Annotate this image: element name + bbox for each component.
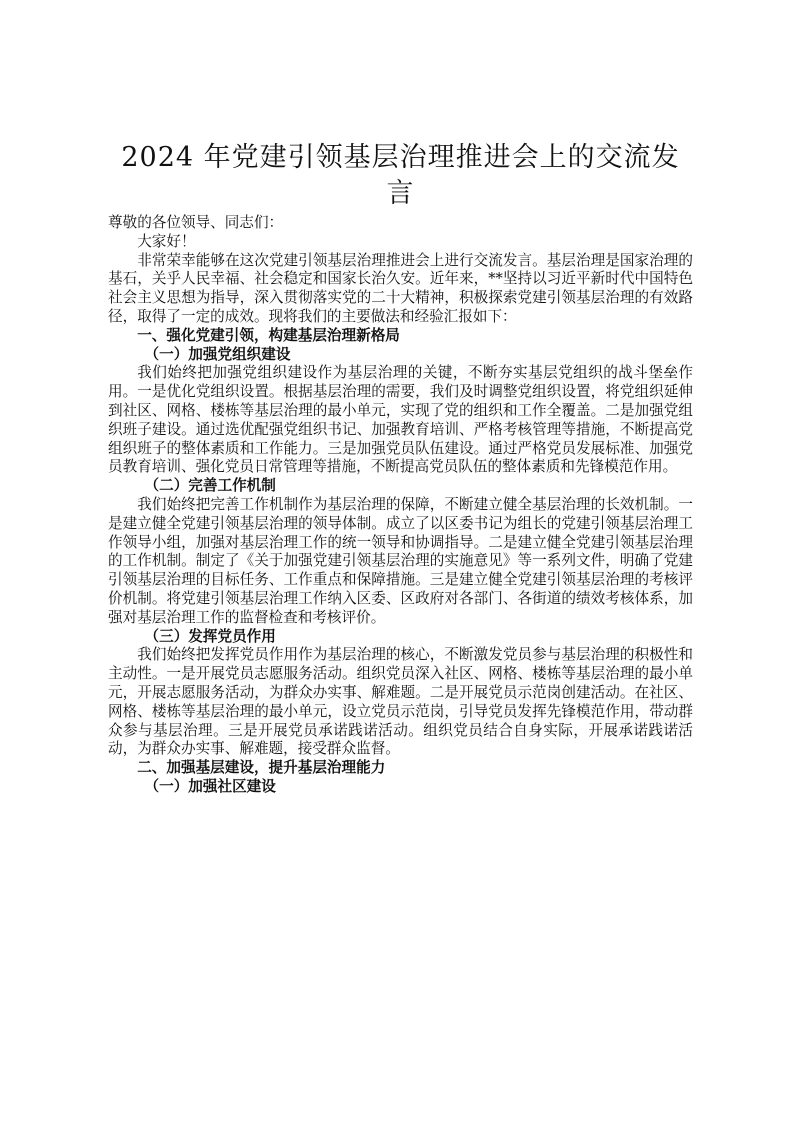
subsection-heading-1-3: （三）发挥党员作用 [144,627,276,645]
subsection-heading-1-1: （一）加强党组织建设 [144,345,291,363]
subsection-paragraph-1-1: 我们始终把加强党组织建设作为基层治理的关键，不断夯实基层党组织的战斗堡垒作用。一是优化党组织设置。根据基层治理的需要，我们及时调整党组织设置，将党组织延伸到社区、网格、楼栋等基层治理的最小单元，实现了党的组织和工作全覆盖。二是加强党组织班子建设。通过选优配强党组织书记、加强教育培训、严格考核管理等措施，不断提高党组织班子的整体素质和工作能力。三是加强党员队伍建设。通过严格党员发展标准、加强党员教育培训、强化党员日常管理等措施，不断提高党员队伍的整体素质和先锋模范作用。 [108,364,693,476]
subsection-heading-1-2: （二）完善工作机制 [144,477,276,495]
intro-paragraph: 非常荣幸能够在这次党建引领基层治理推进会上进行交流发言。基层治理是国家治理的基石，关乎人民幸福、社会稳定和国家长治久安。近年来，**坚持以习近平新时代中国特色社会主义思想为指导，深入贯彻落实党的二十大精神，积极探索党建引领基层治理的有效路径，取得了一定的成效。现将我们的主要做法和经验汇报如下： [108,251,693,325]
subsection-paragraph-1-2: 我们始终把完善工作机制作为基层治理的保障，不断建立健全基层治理的长效机制。一是建立健全党建引领基层治理的领导体制。成立了以区委书记为组长的党建引领基层治理工作领导小组，加强对基层治理工作的统一领导和协调指导。二是建立健全党建引领基层治理的工作机制。制定了《关于加强党建引领基层治理的实施意见》等一系列文件，明确了党建引领基层治理的目标任务、工作重点和保障措施。三是建立健全党建引领基层治理的考核评价机制。将党建引领基层治理工作纳入区委、区政府对各部门、各街道的绩效考核体系，加强对基层治理工作的监督检查和考核评价。 [108,495,693,626]
subsection-paragraph-1-3: 我们始终把发挥党员作用作为基层治理的核心，不断激发党员参与基层治理的积极性和主动性。一是开展党员志愿服务活动。组织党员深入社区、网格、楼栋等基层治理的最小单元，开展志愿服务活动，为群众办实事、解难题。二是开展党员示范岗创建活动。在社区、网格、楼栋等基层治理的最小单元，设立党员示范岗，引导党员发挥先锋模范作用，带动群众参与基层治理。三是开展党员承诺践诺活动。组织党员结合自身实际，开展承诺践诺活动，为群众办实事、解难题，接受群众监督。 [108,646,693,758]
subsection-heading-2-1: （一）加强社区建设 [144,777,276,795]
greeting: 大家好！ [137,232,196,250]
salutation: 尊敬的各位领导、同志们： [108,214,284,231]
document-body [108,214,693,797]
document-title: 2024 年党建引领基层治理推进会上的交流发言 [121,142,680,209]
section-heading-2: 二、加强基层建设，提升基层治理能力 [137,759,386,777]
section-heading-1: 一、强化党建引领，构建基层治理新格局 [137,326,400,344]
